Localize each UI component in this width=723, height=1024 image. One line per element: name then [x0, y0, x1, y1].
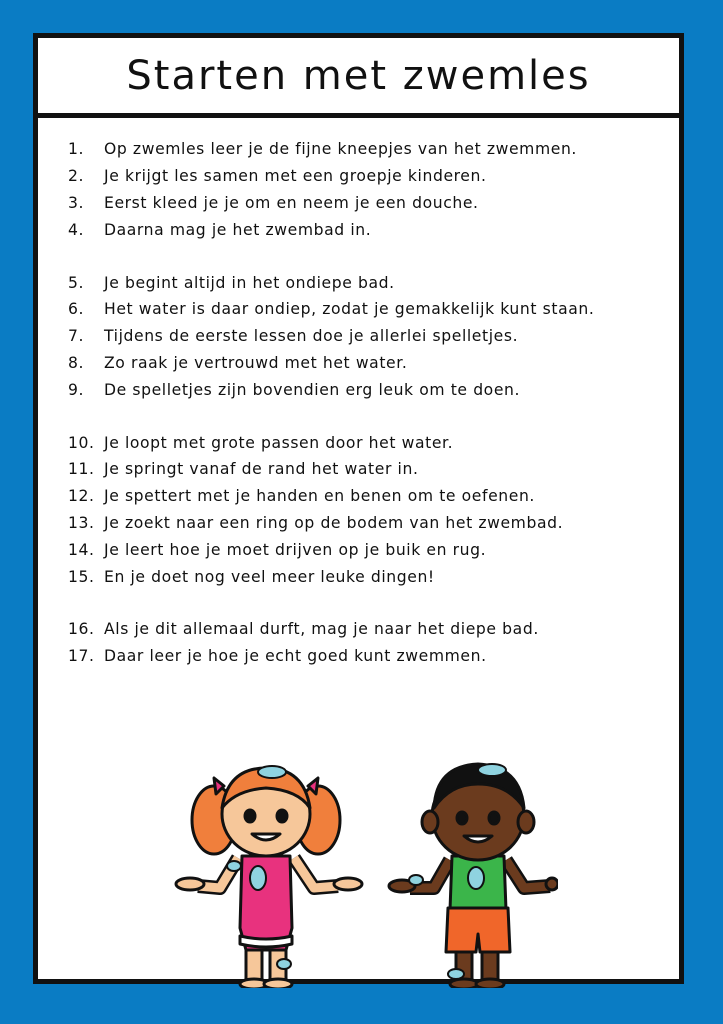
item-number: 1.: [68, 140, 85, 159]
list-item: [68, 323, 663, 350]
item-number: 12.: [68, 487, 95, 506]
item-number: 6.: [68, 300, 85, 319]
item-number: 7.: [68, 327, 85, 346]
item-text: Het water is daar ondiep, zodat je gemakkelijk kunt staan.: [104, 300, 595, 319]
item-text: Tijdens de eerste lessen doe je allerlei spelletjes.: [104, 327, 519, 346]
item-number: 11.: [68, 460, 95, 479]
item-number: 9.: [68, 380, 85, 399]
item-text: Als je dit allemaal durft, mag je naar het diepe bad.: [104, 620, 539, 639]
item-number: 16.: [68, 620, 95, 639]
item-number: 13.: [68, 513, 95, 532]
item-text: Je begint altijd in het ondiepe bad.: [104, 273, 395, 292]
title-bar: [38, 38, 679, 118]
item-number: 14.: [68, 540, 95, 559]
item-text: Op zwemles leer je de fijne kneepjes van het zwemmen.: [104, 140, 577, 159]
item-number: 5.: [68, 273, 85, 292]
item-text: Daar leer je hoe je echt goed kunt zwemmen.: [104, 647, 487, 666]
list-item: [68, 269, 663, 296]
list-item: [68, 616, 663, 643]
girl-figure: [176, 766, 362, 988]
list-item: [68, 563, 663, 590]
list-item: [68, 536, 663, 563]
list-item: [68, 429, 663, 456]
item-number: 15.: [68, 567, 95, 586]
item-number: 10.: [68, 433, 95, 452]
item-text: Je loopt met grote passen door het water.: [104, 433, 454, 452]
numbered-sentence-list: [68, 136, 663, 696]
item-number: 2.: [68, 167, 85, 186]
boy-figure: [389, 764, 558, 988]
worksheet: [33, 33, 684, 984]
list-item: [68, 350, 663, 377]
item-text: En je doet nog veel meer leuke dingen!: [104, 567, 435, 586]
list-item: [68, 510, 663, 537]
list-item: [68, 163, 663, 190]
item-number: 3.: [68, 193, 85, 212]
item-number: 4.: [68, 220, 85, 239]
sentence-group: [68, 269, 663, 403]
item-text: Eerst kleed je je om en neem je een douche.: [104, 193, 479, 212]
list-item: [68, 296, 663, 323]
item-text: Je leert hoe je moet drijven op je buik en rug.: [104, 540, 487, 559]
sentence-group: [68, 616, 663, 670]
list-item: [68, 643, 663, 670]
item-text: Je krijgt les samen met een groepje kinderen.: [104, 167, 487, 186]
item-text: Je spettert met je handen en benen om te oefenen.: [104, 487, 535, 506]
item-text: Je zoekt naar een ring op de bodem van het zwembad.: [104, 513, 564, 532]
list-item: [68, 136, 663, 163]
item-number: 8.: [68, 353, 85, 372]
list-item: [68, 190, 663, 217]
list-item: [68, 376, 663, 403]
item-text: Zo raak je vertrouwd met het water.: [104, 353, 408, 372]
item-text: Daarna mag je het zwembad in.: [104, 220, 372, 239]
list-item: [68, 216, 663, 243]
sentence-group: [68, 429, 663, 590]
children-illustration: [158, 728, 558, 988]
sentence-group: [68, 136, 663, 243]
list-item: [68, 483, 663, 510]
item-text: De spelletjes zijn bovendien erg leuk om te doen.: [104, 380, 521, 399]
item-text: Je springt vanaf de rand het water in.: [104, 460, 419, 479]
page-title: Starten met zwemles: [126, 52, 591, 99]
list-item: [68, 456, 663, 483]
item-number: 17.: [68, 647, 95, 666]
